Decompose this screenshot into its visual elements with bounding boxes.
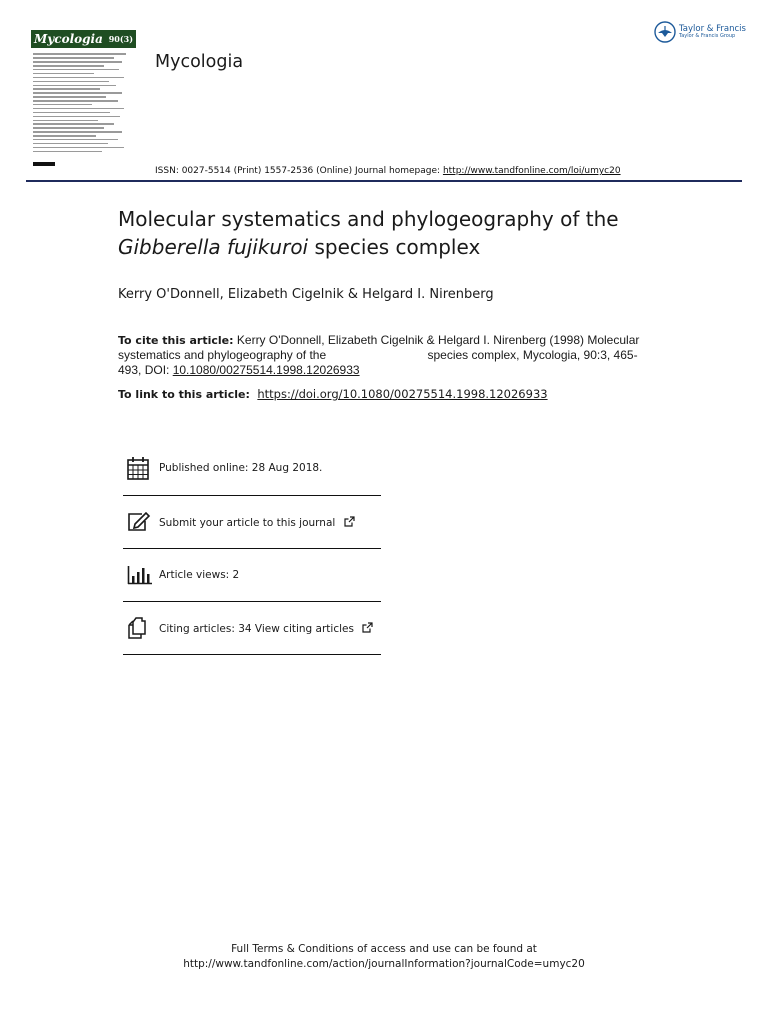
citing-articles-link[interactable] — [159, 622, 373, 635]
views-row — [123, 549, 381, 602]
journal-title: Mycologia — [155, 52, 244, 72]
terms-footer — [0, 942, 768, 972]
citation-block — [118, 333, 653, 378]
journal-homepage-link[interactable]: http://www.tandfonline.com/loi/umyc20 — [442, 166, 621, 176]
article-views: Article views: 2 — [159, 569, 240, 581]
cover-band — [31, 30, 136, 48]
calendar-icon — [127, 455, 157, 481]
article-doi-url[interactable]: https://doi.org/10.1080/00275514.1998.12026933 — [257, 387, 548, 401]
copy-icon — [127, 615, 157, 641]
journal-cover-thumbnail — [31, 30, 136, 168]
citing-row[interactable] — [123, 602, 381, 655]
terms-url[interactable]: http://www.tandfonline.com/action/journalInformation?journalCode=umyc20 — [183, 958, 585, 970]
cover-footer-mark — [33, 162, 55, 166]
external-link-icon — [344, 516, 355, 527]
taylor-francis-logo-icon — [654, 21, 676, 43]
published-row — [123, 440, 381, 496]
article-link-label: To link to this article: — [118, 388, 250, 401]
terms-line: Full Terms & Conditions of access and use can be found at — [231, 943, 537, 955]
citation-text-b: species complex, Mycologia, 90:3, 465-493, DOI: — [118, 348, 638, 377]
title-species-name: Gibberella fujikuroi — [118, 235, 309, 259]
citation-label: To cite this article: — [118, 334, 234, 347]
header-divider — [26, 180, 742, 182]
article-link-row — [118, 387, 548, 401]
cover-journal-name: Mycologia — [34, 32, 103, 46]
cover-volume: 90(3) — [108, 34, 133, 44]
published-date: Published online: 28 Aug 2018. — [159, 461, 323, 474]
submit-article-link[interactable] — [159, 516, 355, 529]
citation-text-a: Kerry O'Donnell, Elizabeth Cigelnik & Helgard I. Nirenberg (1998) Molecular systematics and phylogeography of the — [118, 333, 640, 362]
issn-line — [155, 166, 621, 176]
publisher-logo[interactable] — [654, 21, 746, 43]
article-title — [118, 205, 678, 261]
edit-icon — [127, 509, 157, 535]
submit-label: Submit your article to this journal — [159, 516, 336, 529]
citing-label: Citing articles: 34 View citing articles — [159, 622, 354, 635]
cover-contents-lines — [31, 48, 136, 152]
article-metadata-list — [123, 440, 381, 655]
publisher-group: Taylor & Francis Group — [679, 33, 736, 40]
issn-text: ISSN: 0027-5514 (Print) 1557-2536 (Online) Journal homepage: — [155, 166, 441, 176]
external-link-icon — [362, 622, 373, 633]
bar-chart-icon — [127, 562, 157, 588]
title-part-1: Molecular systematics and phylogeography of the — [118, 207, 619, 231]
publisher-name: Taylor & Francis — [679, 23, 746, 34]
title-part-2: species complex — [314, 235, 481, 259]
authors: Kerry O'Donnell, Elizabeth Cigelnik & Helgard I. Nirenberg — [118, 287, 494, 302]
submit-row[interactable] — [123, 496, 381, 549]
citation-doi-link[interactable]: 10.1080/00275514.1998.12026933 — [172, 363, 360, 377]
